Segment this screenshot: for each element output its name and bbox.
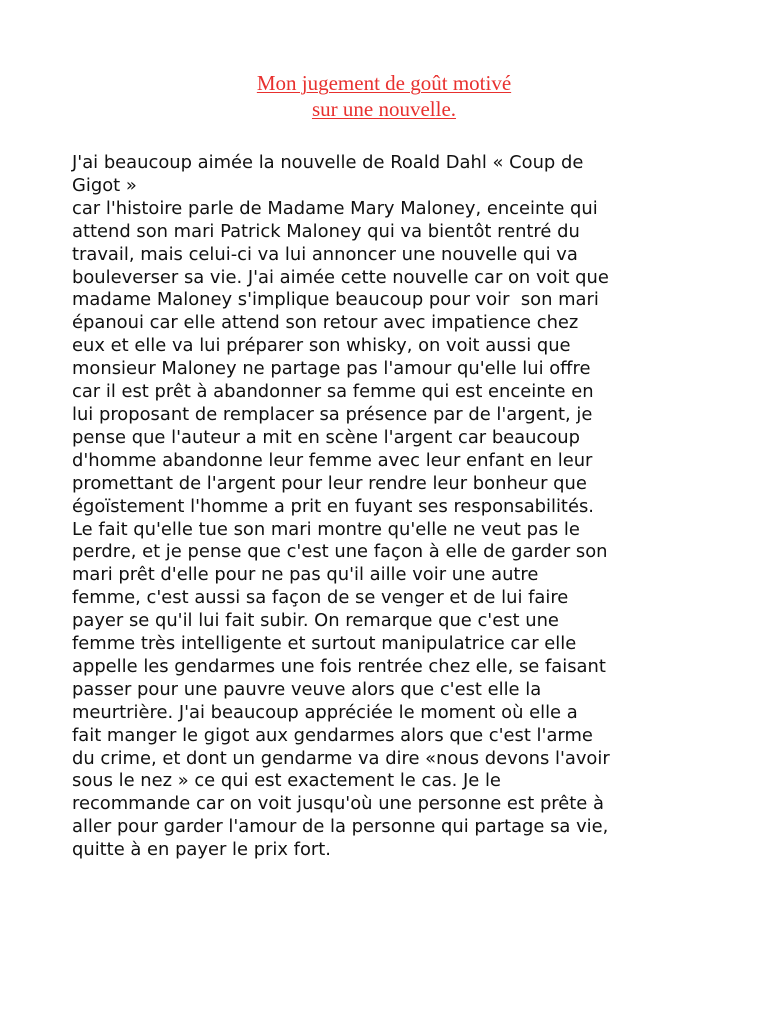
text-line: passer pour une pauvre veuve alors que c'est elle la bbox=[72, 678, 542, 700]
text-line: égoïstement l'homme a prit en fuyant ses responsabilités. bbox=[72, 495, 594, 517]
text-line: femme, c'est aussi sa façon de se venger et de lui faire bbox=[72, 587, 569, 609]
text-line: car l'histoire parle de Madame Mary Maloney, enceinte qui bbox=[72, 197, 598, 219]
body-paragraph bbox=[72, 152, 712, 862]
text-line: bouleverser sa vie. J'ai aimée cette nouvelle car on voit que bbox=[72, 266, 609, 288]
text-line: meurtrière. J'ai beaucoup appréciée le moment où elle a bbox=[72, 701, 578, 723]
text-line: eux et elle va lui préparer son whisky, on voit aussi que bbox=[72, 335, 571, 357]
text-line: attend son mari Patrick Maloney qui va bientôt rentré du bbox=[72, 220, 580, 242]
text-line: car il est prêt à abandonner sa femme qui est enceinte en bbox=[72, 381, 594, 403]
text-line: mari prêt d'elle pour ne pas qu'il aille voir une autre bbox=[72, 564, 539, 586]
text-line: appelle les gendarmes une fois rentrée chez elle, se faisant bbox=[72, 655, 606, 677]
text-line: madame Maloney s'implique beaucoup pour voir son mari bbox=[72, 289, 599, 311]
text-line: travail, mais celui-ci va lui annoncer une nouvelle qui va bbox=[72, 243, 578, 265]
text-line: payer se qu'il lui fait subir. On remarque que c'est une bbox=[72, 610, 559, 632]
text-line: Gigot » bbox=[72, 174, 137, 196]
text-line: pense que l'auteur a mit en scène l'argent car beaucoup bbox=[72, 426, 580, 448]
text-line: du crime, et dont un gendarme va dire «nous devons l'avoir bbox=[72, 747, 610, 769]
text-line: épanoui car elle attend son retour avec impatience chez bbox=[72, 312, 579, 334]
text-line: lui proposant de remplacer sa présence par de l'argent, je bbox=[72, 403, 593, 425]
text-line: d'homme abandonne leur femme avec leur enfant en leur bbox=[72, 449, 593, 471]
text-line: Le fait qu'elle tue son mari montre qu'elle ne veut pas le bbox=[72, 518, 580, 540]
document-title bbox=[0, 70, 768, 122]
text-line: J'ai beaucoup aimée la nouvelle de Roald Dahl « Coup de bbox=[72, 152, 584, 173]
text-line: quitte à en payer le prix fort. bbox=[72, 839, 331, 861]
text-line: femme très intelligente et surtout manipulatrice car elle bbox=[72, 633, 577, 655]
text-line: sous le nez » ce qui est exactement le cas. Je le bbox=[72, 770, 501, 792]
text-line: promettant de l'argent pour leur rendre leur bonheur que bbox=[72, 472, 587, 494]
text-line: aller pour garder l'amour de la personne qui partage sa vie, bbox=[72, 816, 609, 838]
text-line: recommande car on voit jusqu'où une personne est prête à bbox=[72, 793, 604, 815]
text-line: perdre, et je pense que c'est une façon à elle de garder son bbox=[72, 541, 608, 563]
text-line: fait manger le gigot aux gendarmes alors que c'est l'arme bbox=[72, 724, 593, 746]
title-line-1: Mon jugement de goût motivé bbox=[256, 71, 512, 95]
title-line-2: sur une nouvelle. bbox=[311, 97, 457, 121]
text-line: monsieur Maloney ne partage pas l'amour qu'elle lui offre bbox=[72, 358, 591, 380]
